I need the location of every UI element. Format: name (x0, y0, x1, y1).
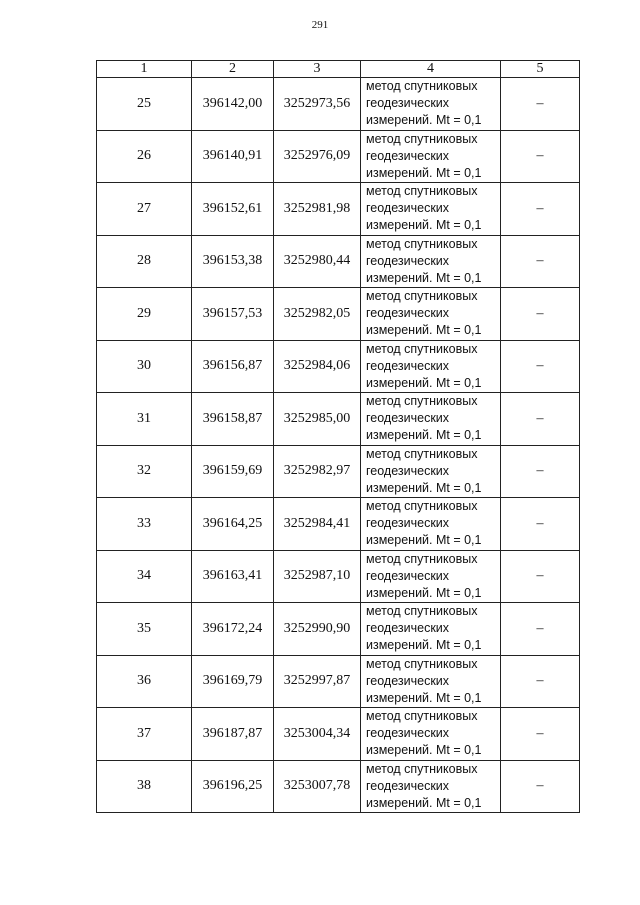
x-coordinate-cell: 396157,53 (192, 288, 274, 341)
method-line: измерений. Mt = 0,1 (366, 638, 482, 652)
note-cell: – (501, 183, 580, 236)
method-cell (361, 288, 501, 341)
method-cell (361, 340, 501, 393)
method-line: метод спутниковых (366, 131, 478, 146)
x-coordinate-cell: 396196,25 (192, 760, 274, 813)
y-coordinate-cell: 3252987,10 (274, 550, 361, 603)
y-coordinate-cell: 3252981,98 (274, 183, 361, 236)
table-row (97, 288, 580, 341)
column-header: 4 (361, 61, 501, 78)
method-line: геодезических (366, 568, 450, 583)
method-line: геодезических (366, 411, 450, 425)
method-cell (361, 550, 501, 603)
method-line: геодезических (366, 726, 450, 740)
method-line: геодезических (366, 201, 450, 215)
note-cell: – (501, 130, 580, 183)
point-number-cell: 33 (97, 498, 192, 551)
y-coordinate-cell: 3252982,97 (274, 445, 361, 498)
method-line: измерений. Mt = 0,1 (366, 165, 482, 180)
method-line: измерений. Mt = 0,1 (366, 533, 482, 547)
method-line: измерений. Mt = 0,1 (366, 743, 482, 757)
method-line: измерений. Mt = 0,1 (366, 585, 482, 600)
method-line: метод спутниковых (366, 289, 478, 303)
method-cell (361, 78, 501, 131)
method-line: геодезических (366, 148, 450, 163)
method-cell (361, 760, 501, 813)
note-cell: – (501, 235, 580, 288)
method-line: геодезических (366, 96, 450, 110)
table-row (97, 130, 580, 183)
x-coordinate-cell: 396142,00 (192, 78, 274, 131)
method-line: измерений. Mt = 0,1 (366, 480, 482, 495)
method-line: метод спутниковых (366, 341, 478, 356)
x-coordinate-cell: 396164,25 (192, 498, 274, 551)
x-coordinate-cell: 396140,91 (192, 130, 274, 183)
note-cell: – (501, 603, 580, 656)
method-cell (361, 708, 501, 761)
table-row (97, 550, 580, 603)
table-row (97, 445, 580, 498)
method-line: геодезических (366, 306, 450, 320)
point-number-cell: 28 (97, 235, 192, 288)
method-cell (361, 445, 501, 498)
y-coordinate-cell: 3252980,44 (274, 235, 361, 288)
point-number-cell: 29 (97, 288, 192, 341)
x-coordinate-cell: 396169,79 (192, 655, 274, 708)
point-number-cell: 27 (97, 183, 192, 236)
column-header: 1 (97, 61, 192, 78)
y-coordinate-cell: 3252985,00 (274, 393, 361, 446)
point-number-cell: 37 (97, 708, 192, 761)
method-cell (361, 183, 501, 236)
method-line: метод спутниковых (366, 499, 478, 513)
method-line: геодезических (366, 673, 450, 688)
method-line: метод спутниковых (366, 236, 478, 251)
point-number-cell: 25 (97, 78, 192, 131)
method-cell (361, 393, 501, 446)
method-line: метод спутниковых (366, 394, 478, 408)
table-row (97, 235, 580, 288)
method-line: измерений. Mt = 0,1 (366, 270, 482, 285)
note-cell: – (501, 655, 580, 708)
column-header: 5 (501, 61, 580, 78)
method-cell (361, 603, 501, 656)
method-line: геодезических (366, 621, 450, 635)
note-cell: – (501, 445, 580, 498)
point-number-cell: 36 (97, 655, 192, 708)
y-coordinate-cell: 3252976,09 (274, 130, 361, 183)
point-number-cell: 38 (97, 760, 192, 813)
column-header: 2 (192, 61, 274, 78)
y-coordinate-cell: 3252973,56 (274, 78, 361, 131)
method-cell (361, 130, 501, 183)
note-cell: – (501, 708, 580, 761)
point-number-cell: 26 (97, 130, 192, 183)
x-coordinate-cell: 396156,87 (192, 340, 274, 393)
note-cell: – (501, 78, 580, 131)
method-line: измерений. Mt = 0,1 (366, 218, 482, 232)
point-number-cell: 32 (97, 445, 192, 498)
method-line: измерений. Mt = 0,1 (366, 795, 482, 810)
y-coordinate-cell: 3252990,90 (274, 603, 361, 656)
table-header-row (97, 61, 580, 78)
table-row (97, 760, 580, 813)
y-coordinate-cell: 3252984,06 (274, 340, 361, 393)
table-row (97, 393, 580, 446)
table-row (97, 498, 580, 551)
x-coordinate-cell: 396153,38 (192, 235, 274, 288)
method-line: измерений. Mt = 0,1 (366, 375, 482, 390)
x-coordinate-cell: 396163,41 (192, 550, 274, 603)
method-line: измерений. Mt = 0,1 (366, 113, 482, 127)
note-cell: – (501, 393, 580, 446)
table-row (97, 708, 580, 761)
note-cell: – (501, 550, 580, 603)
page-number: 291 (311, 19, 329, 31)
x-coordinate-cell: 396159,69 (192, 445, 274, 498)
y-coordinate-cell: 3253004,34 (274, 708, 361, 761)
method-line: геодезических (366, 516, 450, 530)
coordinates-table (96, 60, 580, 813)
x-coordinate-cell: 396187,87 (192, 708, 274, 761)
table-row (97, 340, 580, 393)
method-line: метод спутниковых (366, 709, 478, 723)
method-line: измерений. Mt = 0,1 (366, 323, 482, 337)
method-cell (361, 235, 501, 288)
method-line: геодезических (366, 463, 450, 478)
point-number-cell: 30 (97, 340, 192, 393)
method-line: измерений. Mt = 0,1 (366, 428, 482, 442)
method-line: геодезических (366, 253, 450, 268)
method-line: геодезических (366, 358, 450, 373)
method-line: метод спутниковых (366, 446, 478, 461)
point-number-cell: 35 (97, 603, 192, 656)
column-header: 3 (274, 61, 361, 78)
point-number-cell: 31 (97, 393, 192, 446)
table-row (97, 655, 580, 708)
table-row (97, 183, 580, 236)
table-row (97, 78, 580, 131)
method-cell (361, 498, 501, 551)
y-coordinate-cell: 3253007,78 (274, 760, 361, 813)
x-coordinate-cell: 396158,87 (192, 393, 274, 446)
method-line: метод спутниковых (366, 184, 478, 198)
method-line: измерений. Mt = 0,1 (366, 690, 482, 705)
method-line: метод спутниковых (366, 761, 478, 776)
note-cell: – (501, 760, 580, 813)
y-coordinate-cell: 3252984,41 (274, 498, 361, 551)
method-line: геодезических (366, 778, 450, 793)
method-line: метод спутниковых (366, 604, 478, 618)
method-cell (361, 655, 501, 708)
point-number-cell: 34 (97, 550, 192, 603)
x-coordinate-cell: 396172,24 (192, 603, 274, 656)
method-line: метод спутниковых (366, 551, 478, 566)
x-coordinate-cell: 396152,61 (192, 183, 274, 236)
y-coordinate-cell: 3252997,87 (274, 655, 361, 708)
method-line: метод спутниковых (366, 79, 478, 93)
table-row (97, 603, 580, 656)
y-coordinate-cell: 3252982,05 (274, 288, 361, 341)
note-cell: – (501, 498, 580, 551)
note-cell: – (501, 340, 580, 393)
method-line: метод спутниковых (366, 656, 478, 671)
note-cell: – (501, 288, 580, 341)
